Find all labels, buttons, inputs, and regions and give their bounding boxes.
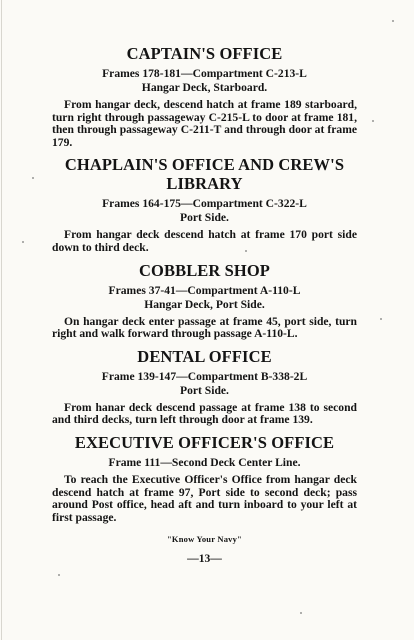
directions-text: To reach the Executive Officer's Office from hangar deck descend hatch at frame 97, Port side to second deck; pass around Post office, head aft and turn inboard to your left at first passage. [52, 472, 357, 524]
section-chaplains-office [52, 155, 357, 254]
section-heading: COBBLER SHOP [139, 260, 270, 280]
page-edge [1, 0, 2, 640]
location-line: Hangar Deck, Port Side. [144, 297, 265, 311]
frame-line: Frames 37-41—Compartment A-110-L [108, 283, 301, 297]
section-heading: DENTAL OFFICE [137, 346, 272, 366]
section-executive-officers-office [52, 433, 357, 524]
location-line: Hangar Deck, Starboard. [141, 81, 268, 94]
directions-text: From hangar deck, descend hatch at frame 189 starboard, turn right through passageway C-215-L to door at frame 181, then through passageway C-211-T and through door at frame 179. [52, 98, 357, 149]
section-heading: CHAPLAIN'S OFFICE AND CREW'S LIBRARY [64, 155, 345, 194]
section-dental-office [52, 347, 357, 427]
location-line: Port Side. [180, 211, 229, 225]
frame-line: Frames 164-175—Compartment C-322-L [102, 197, 307, 211]
frame-line: Frames 178-181—Compartment C-213-L [102, 67, 307, 80]
section-heading: EXECUTIVE OFFICER'S OFFICE [74, 432, 335, 452]
frame-line: Frame 139-147—Compartment B-338-2L [101, 369, 308, 383]
directions-text: From hangar deck descend hatch at frame 170 port side down to third deck. [52, 228, 357, 254]
section-captains-office [52, 44, 357, 149]
section-heading: CAPTAIN'S OFFICE [126, 44, 283, 63]
motto: "Know Your Navy" [167, 534, 242, 545]
page-number: —13— [187, 552, 222, 566]
directions-text: On hangar deck enter passage at frame 45, port side, turn right and walk forward through passage A-110-L. [52, 314, 357, 341]
directions-text: From hanar deck descend passage at frame 138 to second and third decks, turn left through door at frame 139. [52, 400, 357, 427]
frame-line: Frame 111—Second Deck Center Line. [108, 455, 301, 469]
location-line: Port Side. [180, 383, 229, 397]
section-cobbler-shop [52, 261, 357, 341]
document-page [52, 44, 357, 565]
